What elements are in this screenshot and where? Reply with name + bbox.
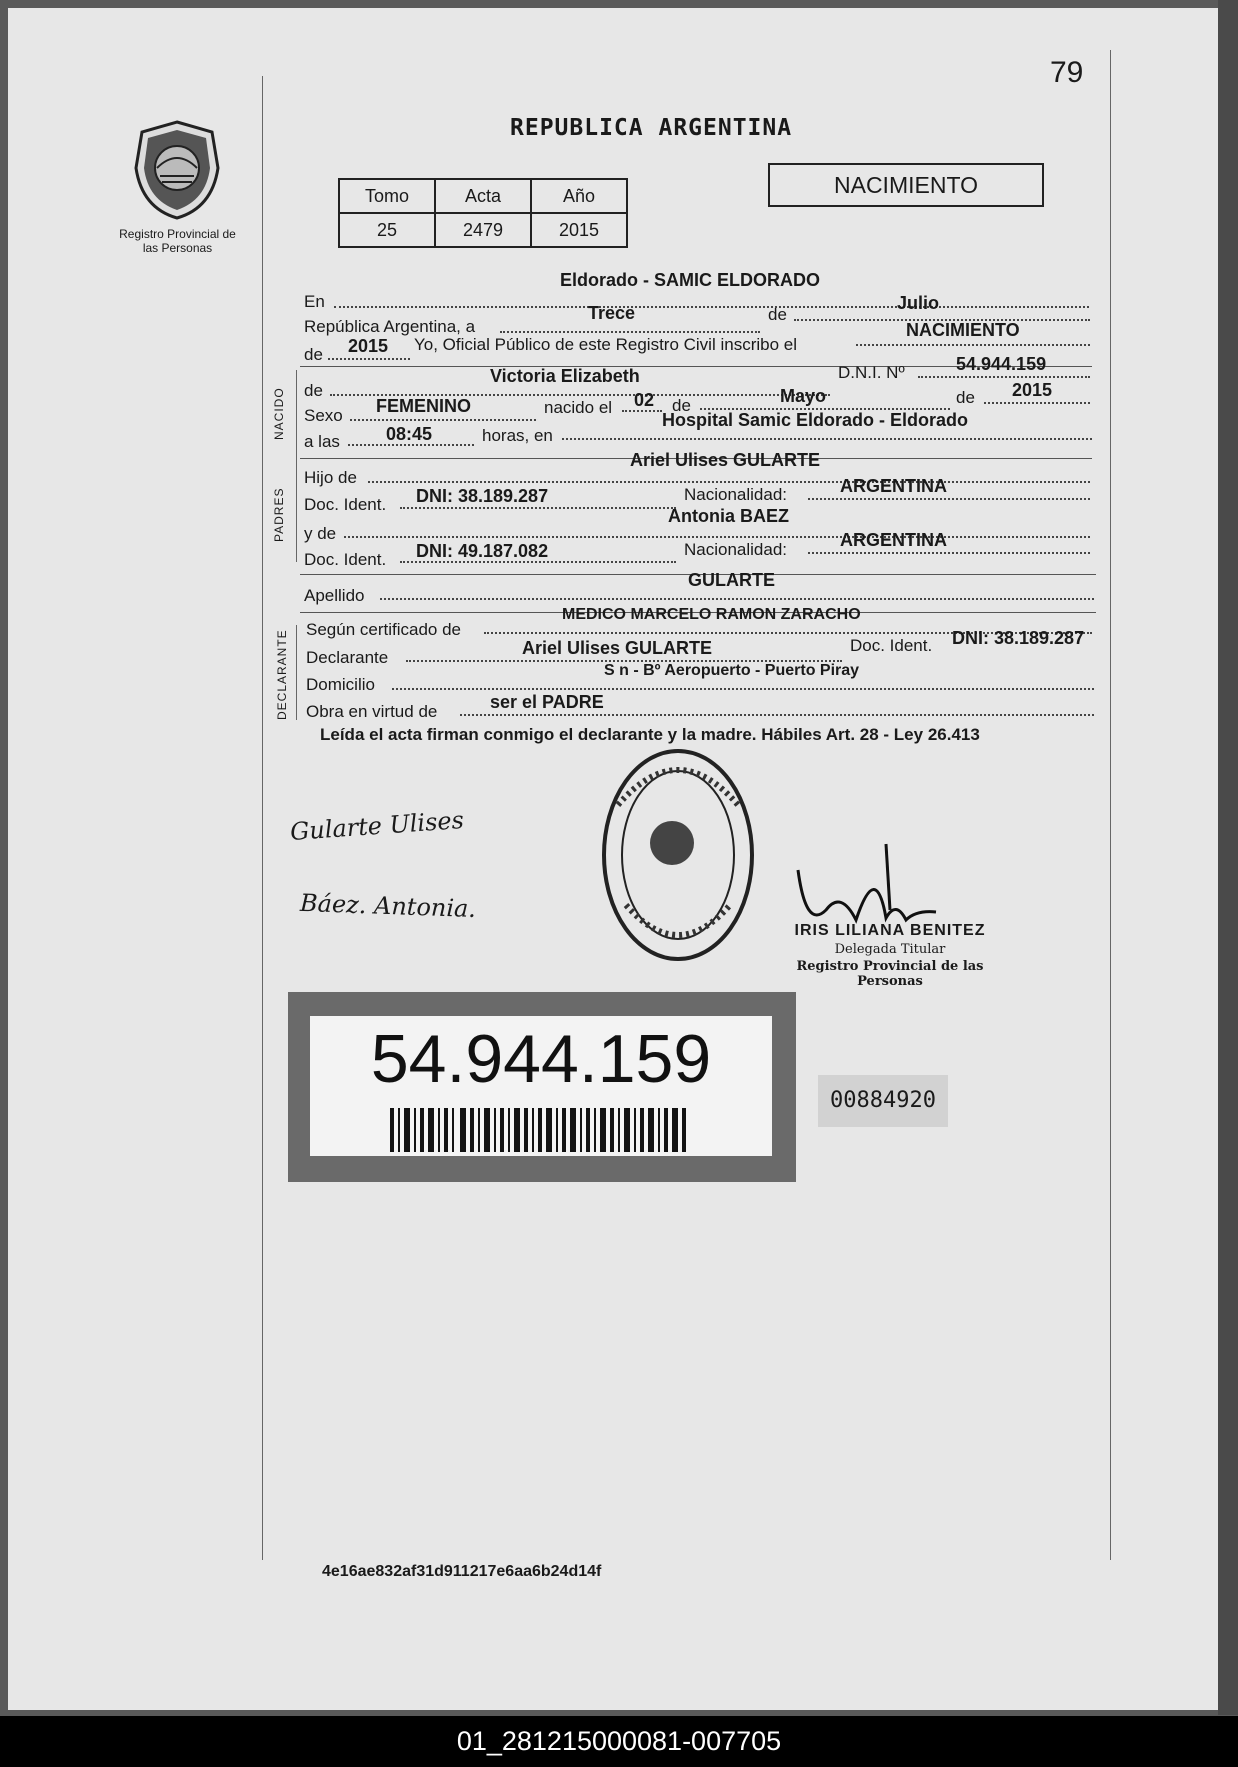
label-doc-ident: Doc. Ident. <box>304 495 387 514</box>
dots <box>334 306 1089 308</box>
value-anio-nac: 2015 <box>1012 380 1053 400</box>
value-apellido: GULARTE <box>688 570 775 590</box>
dots <box>918 376 1090 378</box>
official-block <box>770 922 1010 989</box>
logo-caption: Registro Provincial de las Personas <box>119 227 236 255</box>
value-madre: Antonia BAEZ <box>668 506 789 526</box>
value-declarante-doc: DNI: 38.189.287 <box>952 628 1085 648</box>
label-sexo: Sexo <box>304 406 343 425</box>
legal-legend: Leída el acta firman conmigo el declarante y la madre. Hábiles Art. 28 - Ley 26.413 <box>320 725 980 744</box>
value-acta: 2479 <box>435 213 531 247</box>
label-de2: de <box>304 345 323 364</box>
label-nacionalidad: Nacionalidad: <box>684 485 788 504</box>
barcode-icon <box>390 1108 690 1152</box>
header-acta: Acta <box>435 179 531 213</box>
label-nacido-el: nacido el <box>544 398 613 417</box>
value-obra: ser el PADRE <box>490 692 604 712</box>
signature-madre: Báez. Antonia. <box>299 888 477 924</box>
value-dia-nac: 02 <box>634 390 655 410</box>
label-en: En <box>304 292 325 311</box>
dots <box>368 481 1090 483</box>
value-padre-doc: DNI: 38.189.287 <box>416 486 549 506</box>
official-org: Registro Provincial de las Personas <box>796 959 984 989</box>
value-madre-nac: ARGENTINA <box>840 530 947 550</box>
dots <box>328 358 410 360</box>
label-republica: República Argentina, a <box>304 317 476 336</box>
official-role: Delegada Titular <box>834 942 946 957</box>
label-de-mes: de <box>672 396 691 415</box>
document-title: REPUBLICA ARGENTINA <box>510 115 793 141</box>
label-declarante: Declarante <box>306 648 389 667</box>
dots <box>562 438 1092 440</box>
scan-footer: 01_281215000081-007705 <box>0 1716 1238 1767</box>
value-lugar: Eldorado - SAMIC ELDORADO <box>560 270 820 290</box>
label-a-las: a las <box>304 432 340 451</box>
value-hora: 08:45 <box>386 424 433 444</box>
dots <box>808 552 1090 554</box>
scan-edge <box>1218 0 1238 1715</box>
dots <box>460 714 1094 716</box>
section-line-padres <box>296 470 297 562</box>
signature-padre: Gularte Ulises <box>289 805 465 847</box>
registry-table <box>338 178 628 248</box>
label-obra: Obra en virtud de <box>306 702 438 721</box>
serial-number: 00884920 <box>818 1075 948 1127</box>
side-label-declarante: DECLARANTE <box>275 629 289 720</box>
label-de-anio: de <box>956 388 975 407</box>
dots <box>856 344 1090 346</box>
official-stamp-icon <box>598 745 758 965</box>
label-de: de <box>768 305 787 324</box>
header-tomo: Tomo <box>339 179 435 213</box>
value-anio: 2015 <box>348 336 389 356</box>
dots <box>808 498 1090 500</box>
label-horas-en: horas, en <box>482 426 553 445</box>
barcode-number: 54.944.159 <box>370 1021 712 1097</box>
label-inscribo: Yo, Oficial Público de este Registro Civil inscribo el <box>414 335 797 354</box>
value-domicilio: S n - Bº Aeropuerto - Puerto Piray <box>604 662 860 679</box>
act-type-box: NACIMIENTO <box>768 163 1044 207</box>
dots <box>984 402 1090 404</box>
left-margin-line <box>262 76 263 1560</box>
page-number: 79 <box>1050 56 1084 89</box>
value-certificado: MEDICO MARCELO RAMON ZARACHO <box>562 606 861 623</box>
official-name: IRIS LILIANA BENITEZ <box>794 922 986 939</box>
value-padre: Ariel Ulises GULARTE <box>630 450 821 470</box>
section-line-declarante <box>296 625 297 720</box>
value-tipo: NACIMIENTO <box>906 320 1020 340</box>
value-dia: Trece <box>588 303 636 323</box>
label-segun: Según certificado de <box>306 620 461 639</box>
dots <box>380 598 1094 600</box>
dots <box>392 688 1094 690</box>
value-madre-doc: DNI: 49.187.082 <box>416 541 549 561</box>
dots <box>350 419 536 421</box>
dots <box>344 536 1090 538</box>
dots <box>500 331 760 333</box>
label-de-nombre: de <box>304 381 323 400</box>
barcode-label <box>288 992 796 1182</box>
value-nombre: Victoria Elizabeth <box>490 366 640 386</box>
label-doc-ident2: Doc. Ident. <box>304 550 387 569</box>
value-padre-nac: ARGENTINA <box>840 476 947 496</box>
right-margin-line <box>1110 50 1111 1560</box>
label-nacionalidad2: Nacionalidad: <box>684 540 788 559</box>
side-label-padres: PADRES <box>272 487 286 542</box>
province-seal-icon <box>132 118 222 222</box>
value-anio: 2015 <box>531 213 627 247</box>
value-declarante: Ariel Ulises GULARTE <box>522 638 713 658</box>
label-hijo-de: Hijo de <box>304 468 357 487</box>
header-anio: Año <box>531 179 627 213</box>
dots <box>400 507 676 509</box>
value-sexo: FEMENINO <box>376 396 472 416</box>
value-mes: Julio <box>897 293 940 313</box>
value-tomo: 25 <box>339 213 435 247</box>
label-y-de: y de <box>304 524 337 543</box>
label-apellido: Apellido <box>304 586 365 605</box>
document-hash: 4e16ae832af31d911217e6aa6b24d14f <box>322 1563 602 1580</box>
value-dni: 54.944.159 <box>956 354 1047 374</box>
label-domicilio: Domicilio <box>306 675 375 694</box>
label-doc-ident3: Doc. Ident. <box>850 636 933 655</box>
value-lugar-nac: Hospital Samic Eldorado - Eldorado <box>662 410 969 430</box>
barcode-inner <box>310 1016 772 1156</box>
section-line-nacido <box>296 370 297 470</box>
value-mes-nac: Mayo <box>780 386 827 406</box>
label-dni: D.N.I. Nº <box>838 363 905 382</box>
side-label-nacido: NACIDO <box>272 387 286 440</box>
